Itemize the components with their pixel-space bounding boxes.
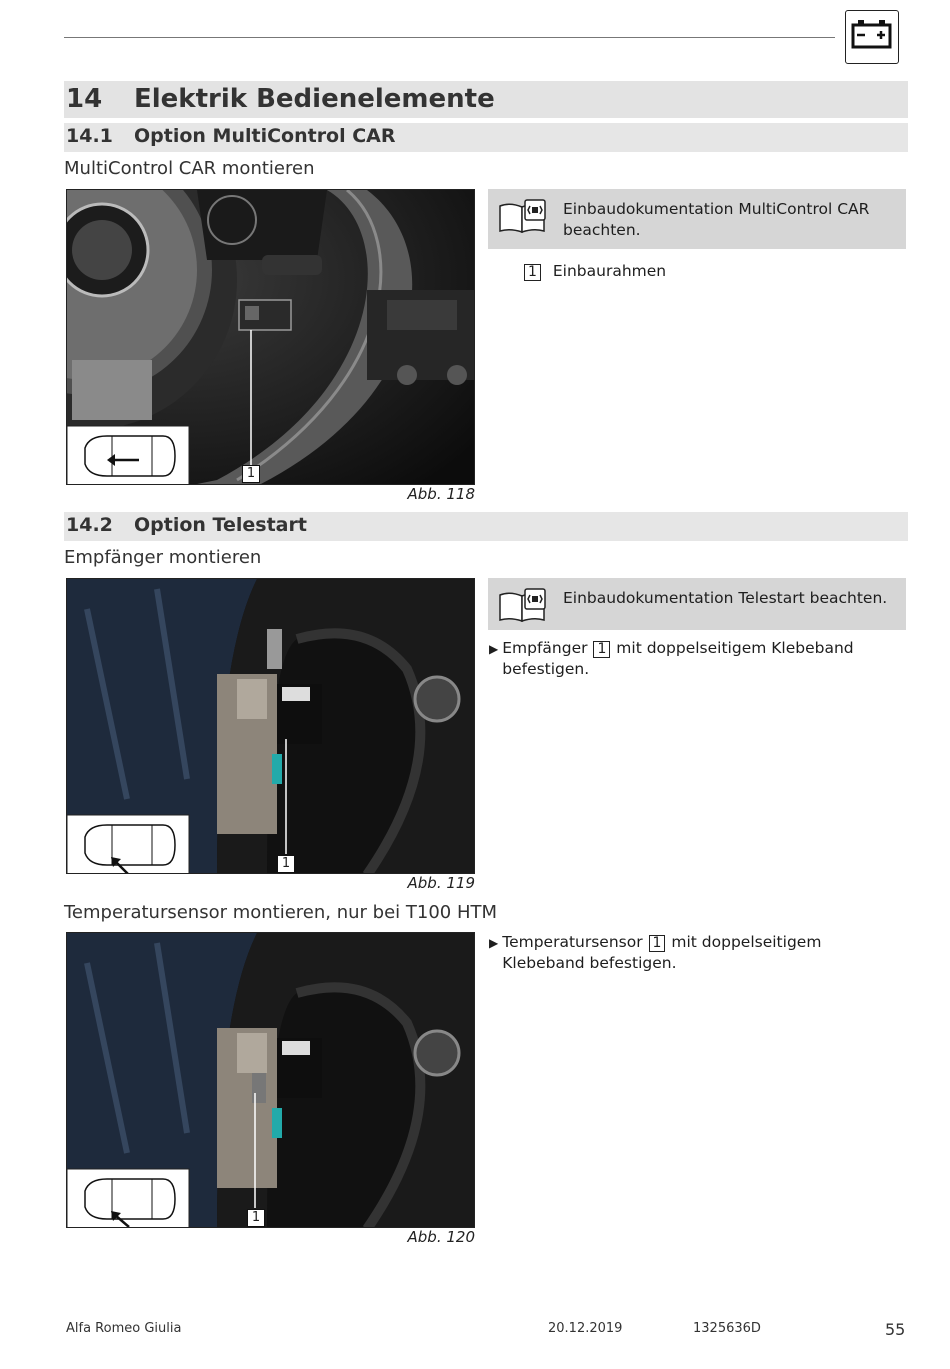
footer-doc-number: 1325636D [693,1321,761,1336]
step-text-after: mit doppelseitigem Klebeband befestigen. [502,639,854,678]
step-number: 1 [649,935,666,952]
step-temperature-sensor [489,932,903,974]
battery-icon [845,10,899,64]
figure-119-photo [66,578,475,874]
figure-caption: Abb. 118 [407,485,475,503]
figure-118-photo [66,189,475,485]
chapter-title: Elektrik Bedienelemente [134,84,495,114]
section-number: 14.1 [66,125,113,147]
chapter-number: 14 [66,84,103,114]
section-number: 14.2 [66,514,113,536]
info-note-multicontrol [488,189,906,249]
section-title: Option MultiControl CAR [134,125,396,147]
info-note-telestart [488,578,906,630]
step-text-after: mit doppelseitigem Klebeband befestigen. [502,933,822,972]
figure-120-photo [66,932,475,1228]
manual-book-icon [498,587,548,629]
figure-caption: Abb. 120 [407,1228,475,1246]
note-text: Einbaudokumentation MultiControl CAR beachten. [563,200,870,239]
section-title: Option Telestart [134,514,307,536]
legend-text: Einbaurahmen [552,262,667,280]
step-receiver [489,638,903,680]
legend-number: 1 [524,264,541,281]
subheading-multicontrol-mount: MultiControl CAR montieren [64,158,315,179]
page-number: 55 [885,1320,906,1339]
step-bullet-icon: ▶ [489,642,499,656]
legend-item [523,261,666,282]
step-number: 1 [593,641,610,658]
step-text-before: Temperatursensor [502,933,643,951]
section-heading-telestart [64,512,908,541]
step-bullet-icon: ▶ [489,936,499,950]
footer-vehicle: Alfa Romeo Giulia [66,1321,182,1336]
header-rule [64,37,835,38]
manual-book-icon [498,198,548,240]
chapter-heading [64,81,908,118]
subheading-temperature-sensor: Temperatursensor montieren, nur bei T100 HTM [64,902,498,923]
figure-caption: Abb. 119 [407,874,475,892]
footer-date: 20.12.2019 [548,1321,623,1336]
figure-callout-number: 1 [242,465,260,483]
note-text: Einbaudokumentation Telestart beachten. [563,589,888,607]
figure-callout-number: 1 [247,1209,265,1227]
subheading-receiver-mount: Empfänger montieren [64,547,262,568]
figure-callout-number: 1 [277,855,295,873]
step-text-before: Empfänger [502,639,588,657]
section-heading-multicontrol [64,123,908,152]
